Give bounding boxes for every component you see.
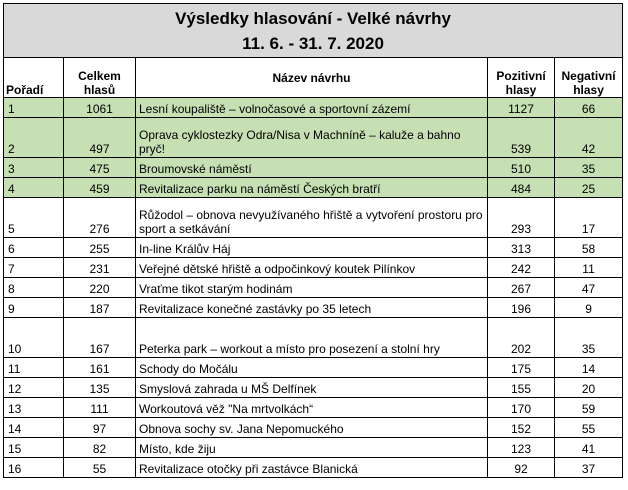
cell-positive: 92 — [488, 458, 555, 478]
cell-negative: 11 — [555, 258, 623, 278]
cell-order: 4 — [4, 178, 64, 198]
cell-total: 497 — [64, 118, 136, 158]
cell-positive: 293 — [488, 198, 555, 238]
table-row — [4, 118, 623, 158]
header-negative-line-2: hlasy — [573, 83, 604, 97]
cell-total: 1061 — [64, 98, 136, 118]
cell-order: 2 — [4, 118, 64, 158]
cell-negative: 17 — [555, 198, 623, 238]
cell-total: 220 — [64, 278, 136, 298]
cell-positive: 1127 — [488, 98, 555, 118]
cell-positive: 155 — [488, 378, 555, 398]
table-row — [4, 178, 623, 198]
table-row — [4, 438, 623, 458]
header-positive-line-1: Pozitivní — [496, 69, 546, 83]
cell-name-text: Oprava cyklostezky Odra/Nisa v Machníně – kaluže a bahno pryč! — [139, 128, 461, 156]
cell-order: 1 — [4, 98, 64, 118]
cell-total: 187 — [64, 298, 136, 318]
cell-name: Peterka park – workout a místo pro posezení a stolní hry — [136, 318, 488, 358]
table-row — [4, 198, 623, 238]
cell-negative: 25 — [555, 178, 623, 198]
cell-name: Revitalizace konečné zastávky po 35 letech — [136, 298, 488, 318]
cell-total: 135 — [64, 378, 136, 398]
cell-total: 55 — [64, 458, 136, 478]
cell-name: Revitalizace parku na náměstí Českých bratří — [136, 178, 488, 198]
cell-positive: 196 — [488, 298, 555, 318]
cell-negative: 41 — [555, 438, 623, 458]
cell-name — [136, 118, 488, 158]
cell-total: 167 — [64, 318, 136, 358]
cell-negative: 20 — [555, 378, 623, 398]
cell-negative: 35 — [555, 158, 623, 178]
cell-positive: 510 — [488, 158, 555, 178]
cell-name: Broumovské náměstí — [136, 158, 488, 178]
cell-order: 15 — [4, 438, 64, 458]
cell-negative: 55 — [555, 418, 623, 438]
header-negative-line-1: Negativní — [561, 69, 616, 83]
cell-negative: 66 — [555, 98, 623, 118]
cell-total: 255 — [64, 238, 136, 258]
cell-order: 14 — [4, 418, 64, 438]
cell-total: 475 — [64, 158, 136, 178]
cell-positive: 539 — [488, 118, 555, 158]
table-row — [4, 98, 623, 118]
cell-name: In-line Králův Háj — [136, 238, 488, 258]
header-name: Název návrhu — [136, 58, 488, 98]
cell-total: 231 — [64, 258, 136, 278]
cell-negative: 37 — [555, 458, 623, 478]
cell-order: 7 — [4, 258, 64, 278]
header-row — [4, 58, 623, 98]
cell-negative: 59 — [555, 398, 623, 418]
cell-name: Lesní koupaliště – volnočasové a sportovní zázemí — [136, 98, 488, 118]
table-row — [4, 358, 623, 378]
cell-name: Veřejné dětské hřiště a odpočinkový koutek Pilínkov — [136, 258, 488, 278]
cell-order: 10 — [4, 318, 64, 358]
cell-name: Vraťme tikot starým hodinám — [136, 278, 488, 298]
cell-total: 111 — [64, 398, 136, 418]
table-row — [4, 238, 623, 258]
cell-total: 82 — [64, 438, 136, 458]
cell-positive: 267 — [488, 278, 555, 298]
header-total-line-2: hlasů — [83, 83, 116, 97]
header-total-line-1: Celkem — [78, 69, 121, 83]
table-row — [4, 158, 623, 178]
cell-negative: 14 — [555, 358, 623, 378]
cell-positive: 170 — [488, 398, 555, 418]
cell-name-text: Růžodol – obnova nevyužívaného hřiště a vytvoření prostoru pro sport a setkávání — [139, 208, 483, 236]
table-row — [4, 418, 623, 438]
title-row — [4, 4, 623, 58]
cell-order: 5 — [4, 198, 64, 238]
cell-name: Smyslová zahrada u MŠ Delfínek — [136, 378, 488, 398]
cell-total: 459 — [64, 178, 136, 198]
header-positive-line-2: hlasy — [505, 83, 537, 97]
cell-order: 9 — [4, 298, 64, 318]
table-row — [4, 258, 623, 278]
cell-total: 97 — [64, 418, 136, 438]
cell-positive: 313 — [488, 238, 555, 258]
header-negative — [555, 58, 623, 98]
title-line-2: 11. 6. - 31. 7. 2020 — [242, 33, 384, 53]
table-row — [4, 398, 623, 418]
header-order: Pořadí — [4, 58, 64, 98]
cell-name: Obnova sochy sv. Jana Nepomuckého — [136, 418, 488, 438]
cell-positive: 202 — [488, 318, 555, 358]
cell-order: 13 — [4, 398, 64, 418]
cell-positive: 484 — [488, 178, 555, 198]
cell-order: 6 — [4, 238, 64, 258]
title-line-1: Výsledky hlasování - Velké návrhy — [175, 8, 451, 28]
table-row — [4, 458, 623, 478]
cell-name: Revitalizace otočky při zastávce Blanická — [136, 458, 488, 478]
cell-positive: 152 — [488, 418, 555, 438]
cell-positive: 242 — [488, 258, 555, 278]
cell-positive: 175 — [488, 358, 555, 378]
cell-order: 16 — [4, 458, 64, 478]
cell-negative: 58 — [555, 238, 623, 258]
cell-order: 11 — [4, 358, 64, 378]
table-row — [4, 278, 623, 298]
cell-name: Místo, kde žiju — [136, 438, 488, 458]
cell-name: Schody do Močálu — [136, 358, 488, 378]
table-row — [4, 318, 623, 358]
results-sheet — [3, 3, 622, 478]
cell-name — [136, 198, 488, 238]
cell-name: Workoutová věž "Na mrtvolkách“ — [136, 398, 488, 418]
table-title — [4, 4, 623, 58]
cell-total: 161 — [64, 358, 136, 378]
header-positive — [488, 58, 555, 98]
cell-order: 12 — [4, 378, 64, 398]
table-row — [4, 378, 623, 398]
cell-negative: 42 — [555, 118, 623, 158]
cell-negative: 47 — [555, 278, 623, 298]
table-row — [4, 298, 623, 318]
cell-total: 276 — [64, 198, 136, 238]
cell-order: 3 — [4, 158, 64, 178]
results-table — [3, 3, 623, 478]
cell-positive: 123 — [488, 438, 555, 458]
cell-negative: 9 — [555, 298, 623, 318]
cell-order: 8 — [4, 278, 64, 298]
cell-negative: 35 — [555, 318, 623, 358]
header-total — [64, 58, 136, 98]
